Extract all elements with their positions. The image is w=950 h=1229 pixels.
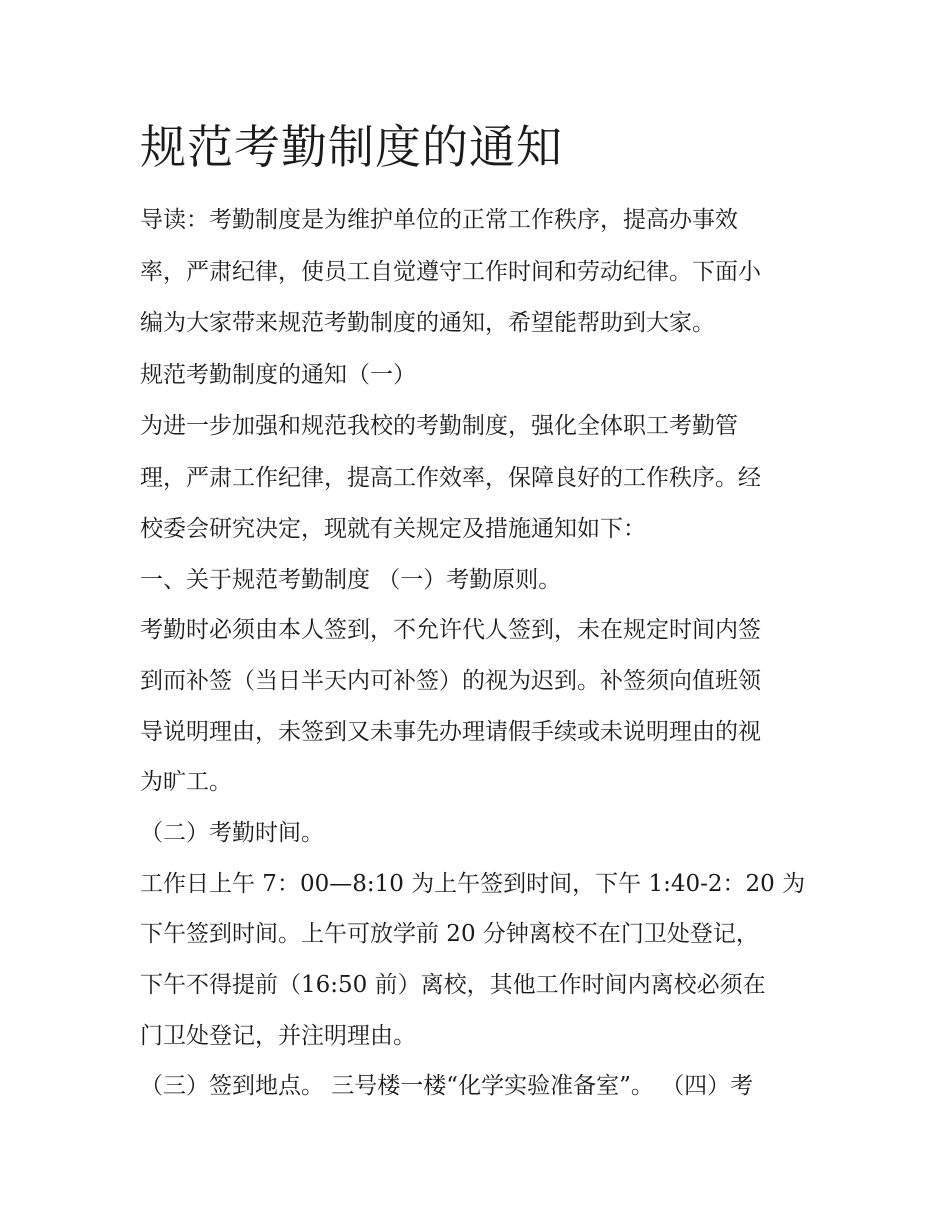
body-line: 门卫处登记，并注明理由。 (140, 1023, 416, 1049)
body-line: （三）签到地点。 三号楼一楼“化学实验准备室”。 （四）考 (140, 1073, 754, 1099)
section-heading: 一、关于规范考勤制度 （一）考勤原则。 (140, 567, 562, 593)
body-line: 工作日上午 7：00—8:10 为上午签到时间，下午 1:40-2：20 为 (140, 871, 806, 897)
body-line: 理，严肃工作纪律，提高工作效率，保障良好的工作秩序。经 (140, 465, 761, 491)
section-heading: （二）考勤时间。 (140, 820, 324, 846)
body-line: 编为大家带来规范考勤制度的通知，希望能帮助到大家。 (140, 310, 715, 336)
body-line: 率，严肃纪律，使员工自觉遵守工作时间和劳动纪律。下面小 (140, 259, 761, 285)
body-line: 为旷工。 (140, 769, 232, 795)
body-line: 导读：考勤制度是为维护单位的正常工作秩序，提高办事效 (140, 207, 738, 233)
document-title: 规范考勤制度的通知 (140, 120, 563, 174)
body-line: 下午签到时间。上午可放学前 20 分钟离校不在门卫处登记， (140, 921, 759, 947)
body-line: 校委会研究决定，现就有关规定及措施通知如下： (140, 516, 646, 542)
body-line: 到而补签（当日半天内可补签）的视为迟到。补签须向值班领 (140, 668, 761, 694)
body-line: 导说明理由，未签到又未事先办理请假手续或未说明理由的视 (140, 719, 761, 745)
body-line: 为进一步加强和规范我校的考勤制度，强化全体职工考勤管 (140, 413, 738, 439)
body-line: 考勤时必须由本人签到，不允许代人签到，未在规定时间内签 (140, 617, 761, 643)
section-heading: 规范考勤制度的通知（一） (140, 362, 416, 388)
body-line: 下午不得提前（16:50 前）离校，其他工作时间内离校必须在 (140, 972, 766, 998)
